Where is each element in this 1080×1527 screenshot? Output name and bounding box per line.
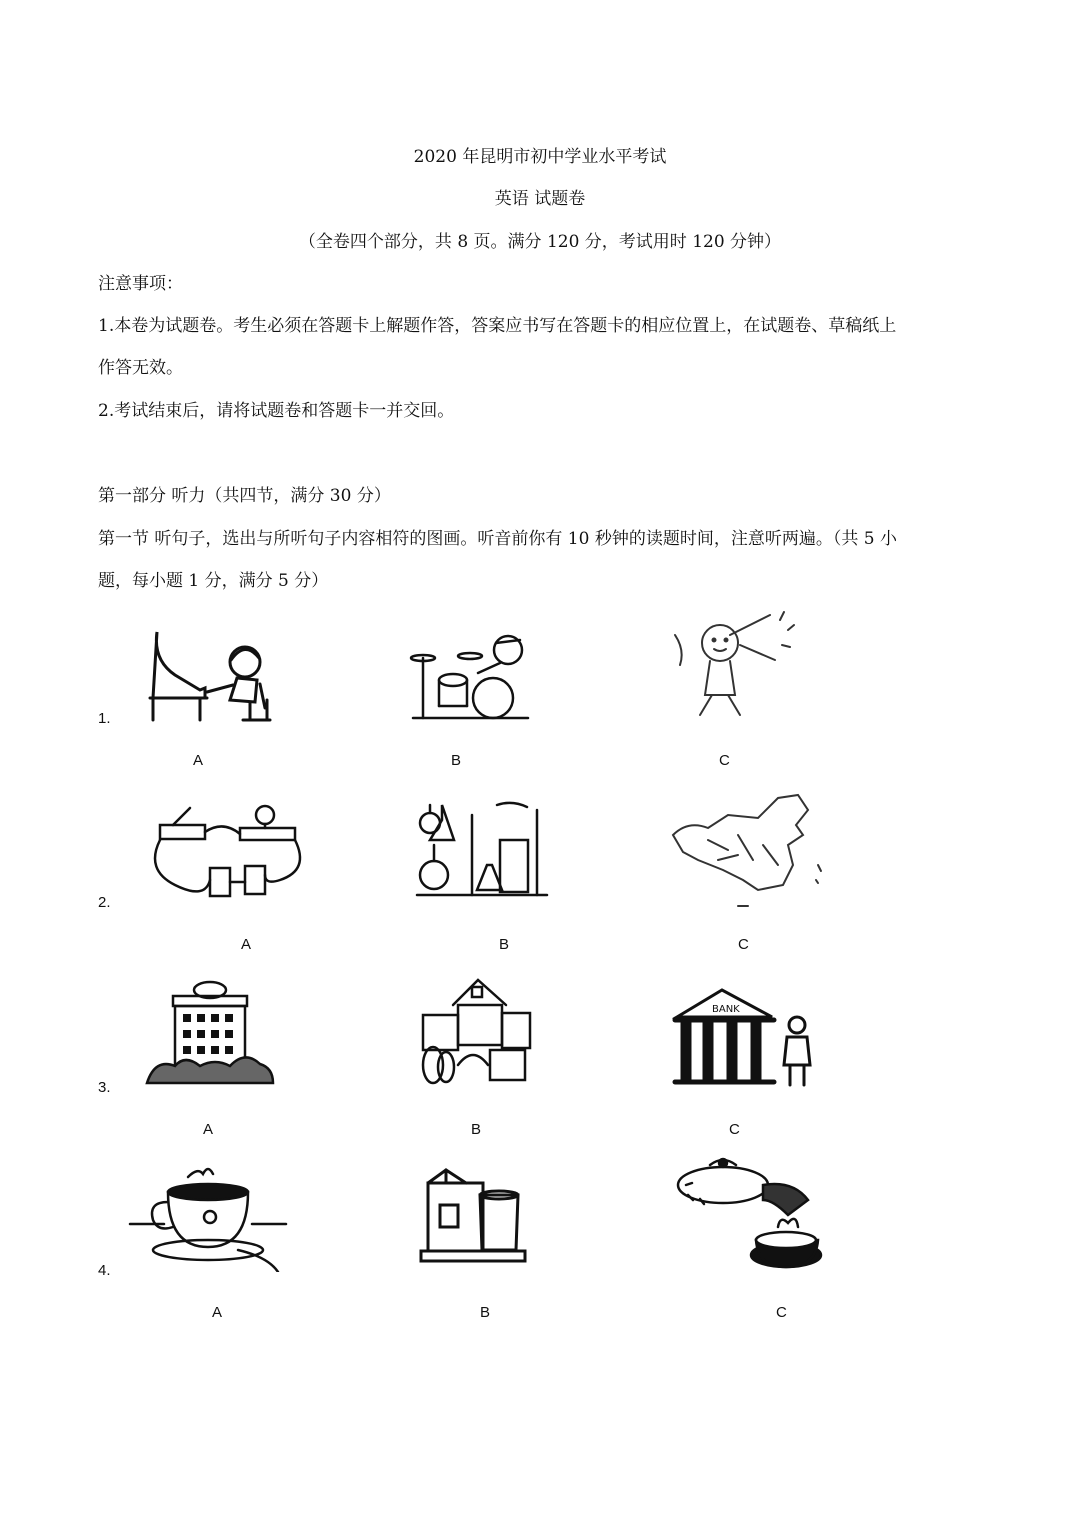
question-number-4: 4. (98, 1262, 111, 1279)
china-map-icon (668, 790, 828, 910)
milk-icon (418, 1165, 530, 1265)
exam-title: 2020 年昆明市初中学业水平考试 (413, 147, 667, 167)
bank-icon (672, 985, 822, 1090)
notice-item-1-cont: 作答无效。 (98, 358, 183, 378)
option-label-2a: A (241, 936, 252, 953)
option-label-2c: C (738, 936, 749, 953)
circuit-icon (145, 800, 305, 910)
option-label-4b: B (480, 1304, 491, 1321)
option-label-3c: C (729, 1121, 740, 1138)
notice-item-1: 1.本卷为试题卷。考生必须在答题卡上解题作答，答案应书写在答题卡的相应位置上，在试题卷、草稿纸上 (98, 316, 897, 336)
section-instruction-cont: 题，每小题 1 分，满分 5 分） (98, 571, 329, 591)
exam-info: （全卷四个部分，共 8 页。满分 120 分，考试用时 120 分钟） (298, 232, 782, 252)
option-label-3a: A (203, 1121, 214, 1138)
part-title: 第一部分 听力（共四节，满分 30 分） (98, 486, 391, 506)
option-label-1c: C (719, 752, 730, 769)
question-number-3: 3. (98, 1079, 111, 1096)
bank-sign: BANK (712, 1004, 740, 1015)
option-label-3b: B (471, 1121, 482, 1138)
piano-icon (145, 620, 280, 725)
option-label-1b: B (451, 752, 462, 769)
section-instruction: 第一节 听句子，选出与所听句子内容相符的图画。听音前你有 10 秒钟的读题时间，注意听两遍。（共 5 小 (98, 529, 897, 549)
school-icon (418, 975, 533, 1085)
violin-icon (670, 605, 805, 720)
coffee-icon (128, 1162, 288, 1272)
option-label-4a: A (212, 1304, 223, 1321)
option-label-4c: C (776, 1304, 787, 1321)
option-label-1a: A (193, 752, 204, 769)
exam-subtitle: 英语 试题卷 (494, 189, 586, 209)
drums-icon (408, 628, 533, 723)
tea-icon (668, 1155, 833, 1280)
notice-item-2: 2.考试结束后，请将试题卷和答题卡一并交回。 (98, 401, 455, 421)
hospital-icon (145, 978, 275, 1088)
option-label-2b: B (499, 936, 510, 953)
lab-equipment-icon (412, 795, 552, 900)
question-number-2: 2. (98, 894, 111, 911)
notice-heading: 注意事项： (98, 274, 183, 294)
question-number-1: 1. (98, 710, 111, 727)
